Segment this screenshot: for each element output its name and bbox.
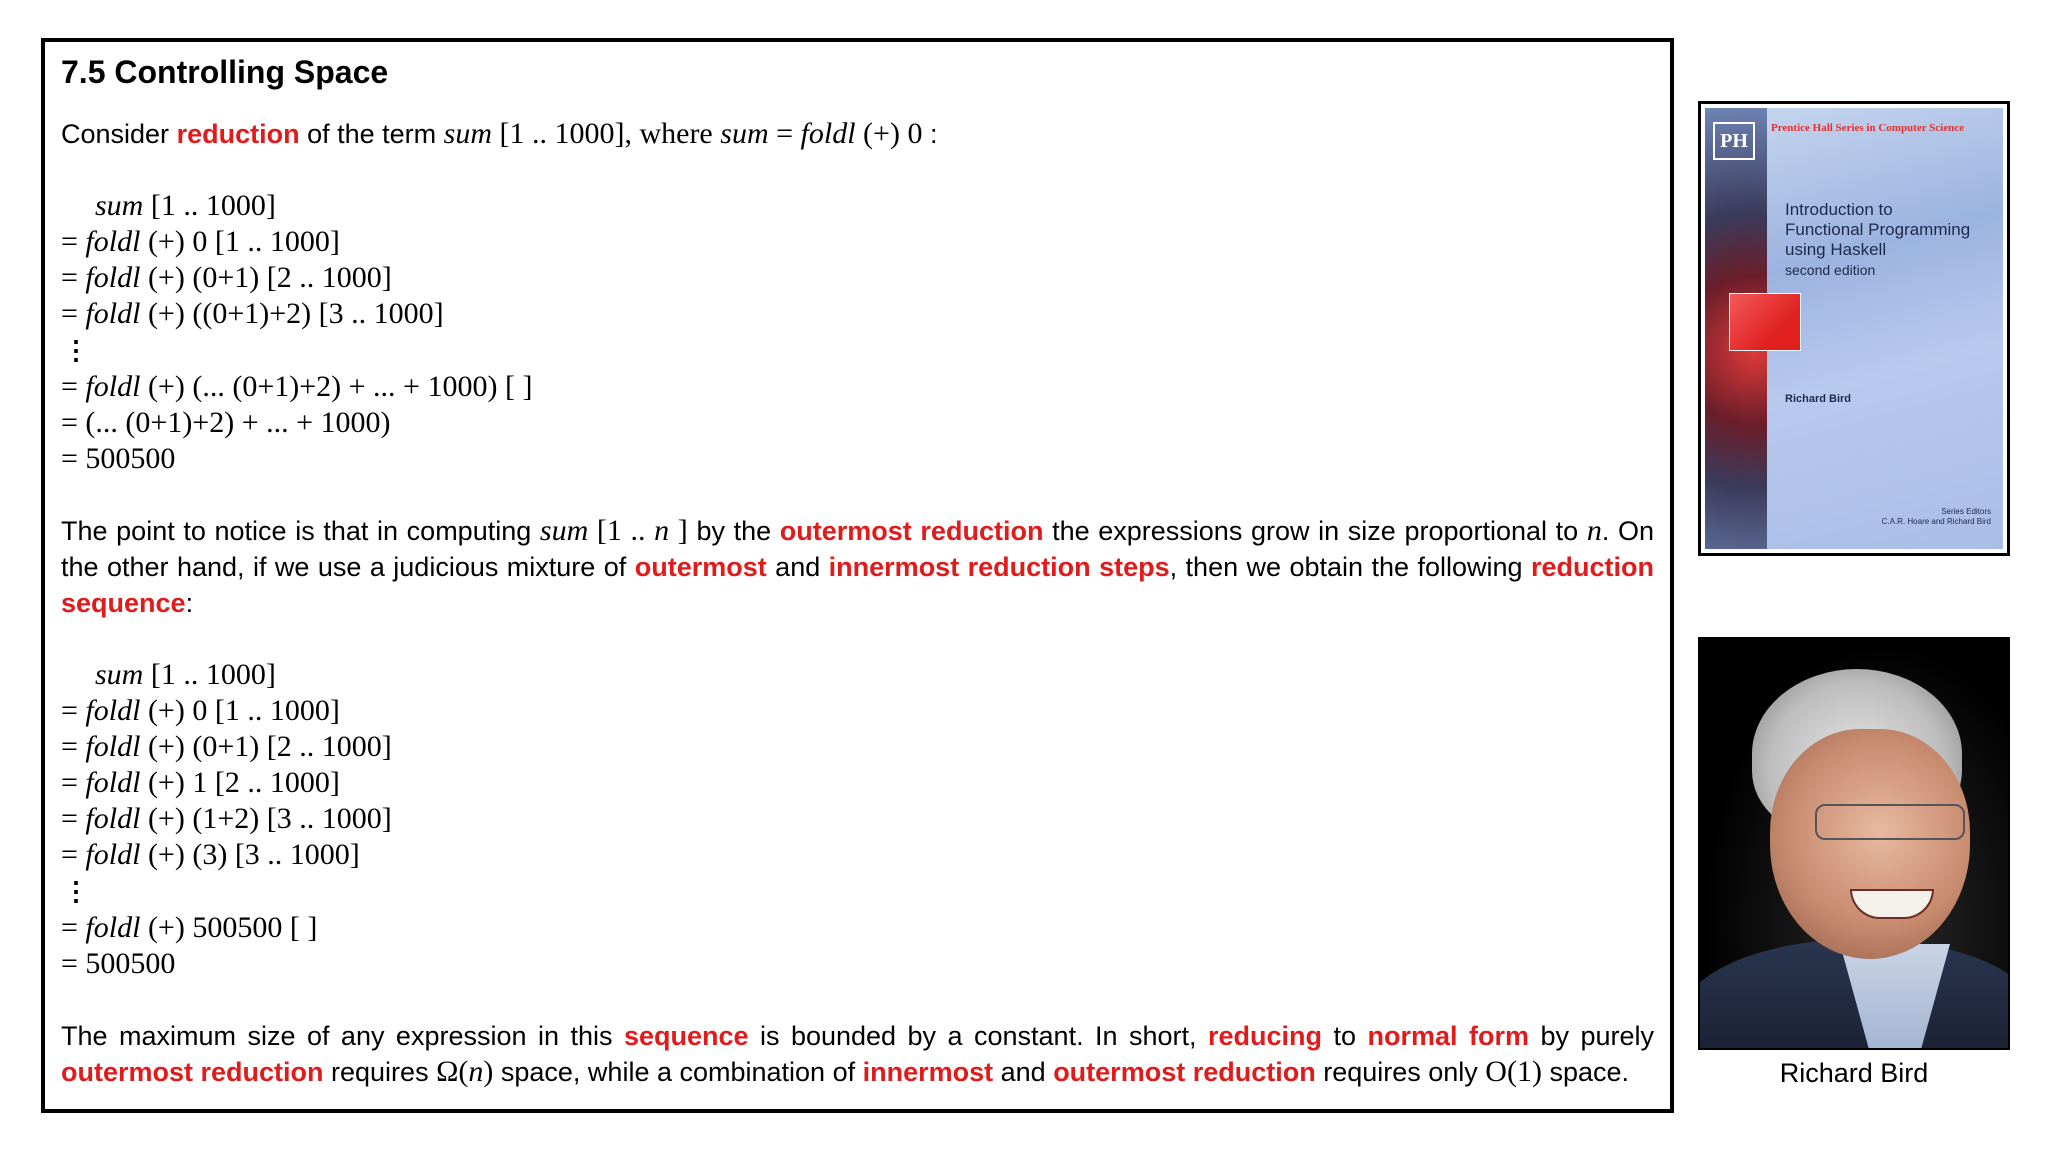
derivation-pre: = [61,296,86,330]
derivation-line [61,729,1654,765]
highlight: reduction [176,118,300,149]
highlight: outermost [634,551,767,582]
highlight: reducing [1208,1020,1323,1051]
math: n [1586,513,1602,547]
book-series: Prentice Hall Series in Computer Science [1771,122,1964,134]
derivation-rest: (+) (0+1) [2 .. 1000] [140,729,392,763]
text: The maximum size of any expression in this [61,1020,624,1051]
derivation-line [61,837,1654,873]
derivation-line [61,296,1654,332]
text: of the term [299,118,444,149]
math: n [654,513,670,547]
highlight: innermost reduction steps [828,551,1170,582]
text: by purely [1529,1020,1654,1051]
math: foldl [800,116,856,150]
highlight: reduction sequence [61,551,1654,618]
point-paragraph [61,513,1654,621]
photo-caption: Richard Bird [1779,1058,1929,1088]
math: = [768,116,801,150]
conclusion-paragraph [61,1018,1654,1090]
portrait-face [1770,729,1970,959]
derivation-line [61,873,1654,910]
text: requires [323,1056,437,1087]
derivation-line [61,946,1654,982]
derivation-line [61,441,1654,477]
text: to [1322,1020,1368,1051]
derivation-pre: = [61,369,86,403]
text: : [922,118,938,149]
derivation-rest: 500500 [85,441,176,475]
derivation-rest: (+) 0 [1 .. 1000] [140,224,340,258]
derivation-outermost [61,188,1654,477]
derivation-pre: = [61,910,86,944]
derivation-pre: = [61,405,86,439]
highlight: sequence [623,1020,749,1051]
derivation-rest: [1 .. 1000] [143,657,276,691]
cover-red-square [1729,293,1801,351]
derivation-italic: foldl [85,910,141,944]
highlight: outermost reduction [61,1056,324,1087]
derivation-rest: (+) (0+1) [2 .. 1000] [140,260,392,294]
derivation-line [61,910,1654,946]
derivation-rest: (+) 500500 [ ] [140,910,318,944]
text: space, while a combination of [493,1056,863,1087]
derivation-pre: = [61,946,86,980]
derivation-italic: sum [95,657,144,691]
ellipsis-dots: ⋮ [63,876,89,906]
math: ] [669,513,688,547]
book-edition: second edition [1785,262,1876,278]
derivation-line [61,657,1654,693]
book-cover-image [1698,101,2010,556]
derivation-line [61,369,1654,405]
math: n [468,1054,484,1088]
derivation-rest: (+) (... (0+1)+2) + ... + 1000) [ ] [140,369,533,403]
derivation-line [61,765,1654,801]
derivation-pre: = [61,441,86,475]
math: ) [483,1054,494,1088]
text: requires only [1315,1056,1486,1087]
section-title: 7.5 Controlling Space [61,54,389,90]
derivation-mixed [61,657,1654,982]
derivation-italic: foldl [85,837,141,871]
derivation-pre: = [61,224,86,258]
book-title [1785,200,1993,280]
text: by the [687,515,780,546]
book-editors-line: C.A.R. Hoare and Richard Bird [1881,517,1991,526]
book-title-line: Functional Programming [1785,220,1971,239]
derivation-line [61,260,1654,296]
text: is bounded by a constant. In short, [748,1020,1209,1051]
derivation-rest: (+) ((0+1)+2) [3 .. 1000] [140,296,444,330]
derivation-line [61,801,1654,837]
text: space. [1541,1056,1630,1087]
derivation-rest: (+) 0 [1 .. 1000] [140,693,340,727]
text: and [766,551,829,582]
derivation-italic: foldl [85,729,141,763]
derivation-pre: = [61,693,86,727]
derivation-pre: = [61,729,86,763]
math: (+) 0 [855,116,923,150]
derivation-rest: [1 .. 1000] [143,188,276,222]
text: the expressions grow in size proportional to [1043,515,1587,546]
derivation-italic: foldl [85,765,141,799]
derivation-italic: sum [95,188,144,222]
book-editors-line: Series Editors [1941,507,1991,516]
derivation-italic: foldl [85,693,141,727]
text: . On the other hand, if we use a judicious mixture of [61,515,1655,582]
derivation-pre: = [61,260,86,294]
content-panel [41,38,1674,1113]
portrait-photo [1698,637,2010,1050]
book-author: Richard Bird [1785,393,1852,405]
derivation-rest: (+) 1 [2 .. 1000] [140,765,340,799]
derivation-italic: foldl [85,224,141,258]
book-title-line: Introduction to [1785,200,1893,219]
derivation-rest: 500500 [85,946,176,980]
derivation-rest: (... (0+1)+2) + ... + 1000) [85,405,391,439]
derivation-pre: = [61,837,86,871]
math: [1 .. [588,513,655,547]
text: The point to notice is that in computing [61,515,540,546]
derivation-line [61,405,1654,441]
highlight: normal form [1367,1020,1529,1051]
derivation-pre: = [61,801,86,835]
text: and [993,1056,1054,1087]
highlight: outermost reduction [1053,1056,1316,1087]
math: sum [720,116,769,150]
derivation-rest: (+) (1+2) [3 .. 1000] [140,801,392,835]
derivation-italic: foldl [85,296,141,330]
derivation-line [61,224,1654,260]
text: , then we obtain the following [1169,551,1531,582]
text: : [185,587,194,618]
book-editors [1882,507,1991,527]
derivation-italic: foldl [85,801,141,835]
derivation-line [61,693,1654,729]
math: sum [539,513,589,547]
math: O(1) [1485,1054,1542,1088]
math: sum [443,116,492,150]
derivation-line [61,188,1654,224]
math: [1 .. 1000], where [491,116,721,150]
derivation-italic: foldl [85,369,141,403]
derivation-rest: (+) (3) [3 .. 1000] [140,837,360,871]
derivation-line [61,332,1654,369]
text: Consider [61,118,177,149]
intro-paragraph [61,116,1654,152]
publisher-logo: PH [1713,122,1755,160]
ellipsis-dots: ⋮ [63,335,89,365]
derivation-italic: foldl [85,260,141,294]
highlight: outermost reduction [779,515,1044,546]
derivation-pre: = [61,765,86,799]
book-title-line: using Haskell [1785,240,1887,259]
math: Ω( [436,1054,469,1088]
portrait-glasses [1815,804,1965,840]
highlight: innermost [862,1056,994,1087]
